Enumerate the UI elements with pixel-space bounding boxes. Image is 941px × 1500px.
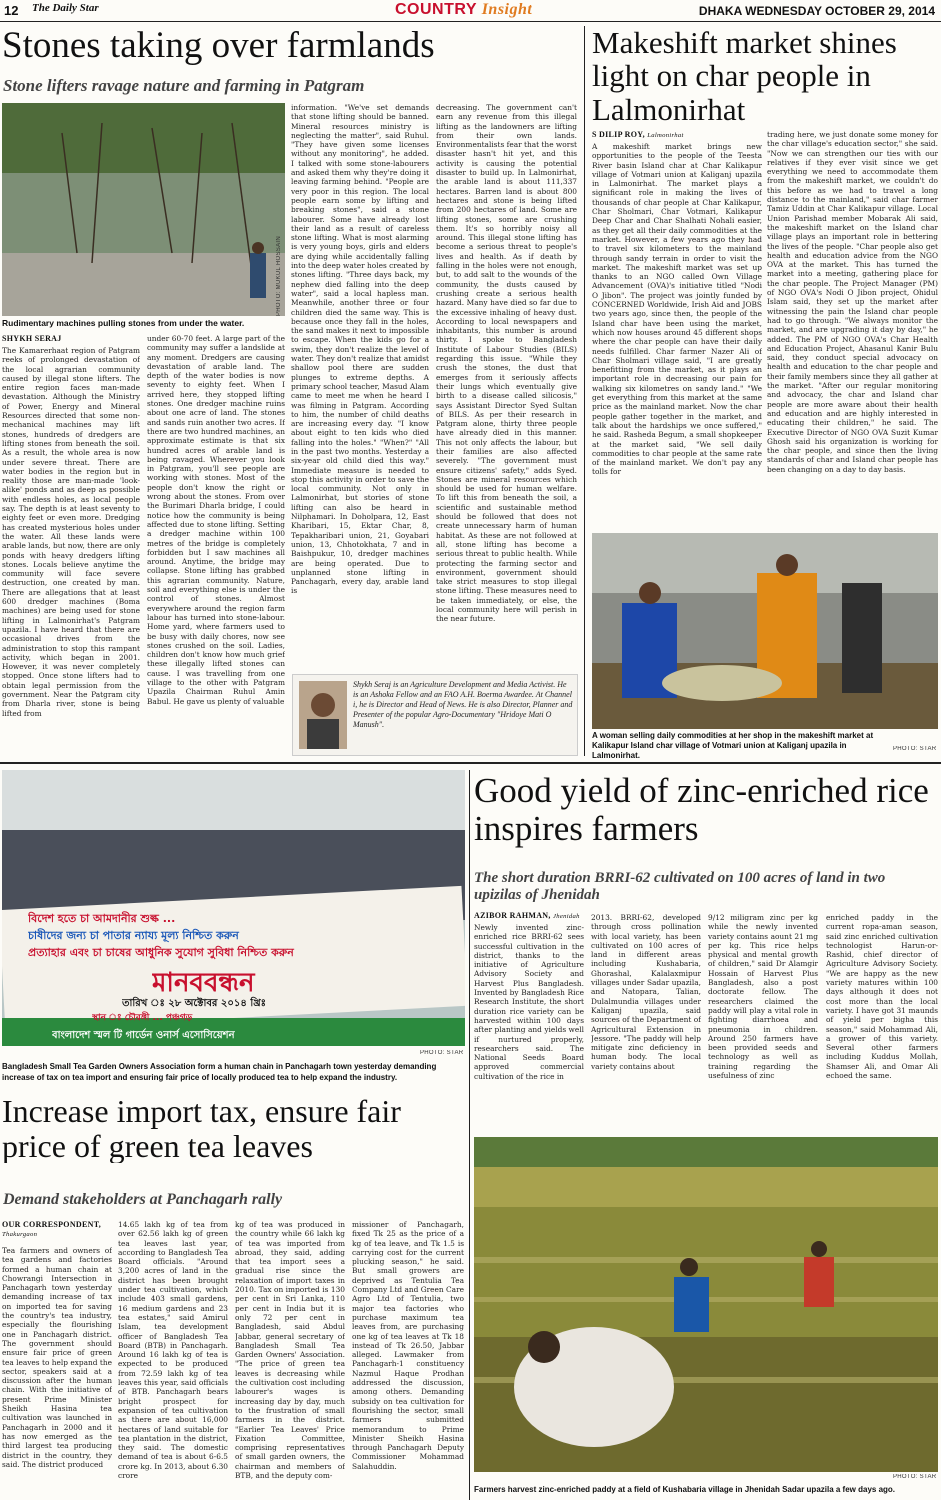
headline-market: Makeshift market shines light on char people in Lalmonirhat	[592, 26, 897, 127]
masthead: The Daily Star	[32, 2, 99, 14]
section-rule	[0, 762, 941, 764]
caption-rice: Farmers harvest zinc-enriched paddy at a field of Kushabaria village in Jhenidah Sadar upazila a few days ago.	[474, 1485, 896, 1494]
banner-org: বাংলাদেশ স্মল টি গার্ডেন ওনার্স এসোসিয়েশন	[52, 1030, 235, 1041]
author-bio-box	[292, 674, 578, 756]
article-rice-col4: enriched paddy in the current ropa-aman season, said zinc enriched cultivation technologist Harun-or-Rashid, chief director of Agriculture Advisory Society. "We are happy as the new variety matures within 100 days although it does not cost more than the local variety. I have got 31 maunds of yield per bigha this season," said Mohammad Ali, a grower of this variety. Several other farmers including Kuddus Mollah, Shamser Ali, and Omar Ali echoed the same.	[826, 913, 938, 1081]
section-subtitle: Insight	[481, 1, 533, 18]
photo-credit-rice: PHOTO: STAR	[893, 1474, 937, 1480]
article-tea-col4: missioner of Panchagarh, fixed Tk 25 as the price of a kg of tea leave, and Tk 1.5 is carrying cost for the current plucking season," he said. But small growers are deprived as Tentulia Tea Company Ltd and Green Care Agro Ltd of Tentulia, two major tea factories who purchase maximum tea leaves from, are purchasing one kg of tea leaves at Tk 18 instead of Tk 26.50, Jabbar alleged. Lawmaker from Panchagarh-1 constituency Nazmul Haque Prodhan addressed the discussion, among others. Demanding subsidy on tea cultivation for flourishing the sector, small farmers submitted memorandum to Prime Minister Sheikh Hasina through Panchagarh Deputy Commissioner Mohammad Salahuddin.	[352, 1220, 464, 1471]
article-stones-col1: The Kamarerhaat region of Patgram reeks of prolonged devastation of the local agrarian community caused by illegal stone lifters. The entire region faces man-made devastation. Although the Ministry of Power, Energy and Mineral Resources directed that some non-mechanical machines may lift stones, hundreds of dredgers are lifting stones from beneath the soil. As a result, the whole area is now under severe threat. There are water bodies in the region but in reality those are man-made 'look-alike' ponds and as deep as possible with endless holes, as local people say. The depth is at least seventy to eighty feet or even more. Dredging has created mysterious holes under the water. All these lands were arable lands, but now, there are only ponds with heavy dredgers lifting stones. Locals believe anytime the community will face severe destruction, one created by man. There are allegations that at least 600 dredger machines (Boma machines) are being used for stone lifting in Lalmonirhat's Patgram upazila. I have heard that there are occasional drives from the administration to stop this rampant activity, which began in 2001. However, it was never completely stopped. Once stone lifters had to obtain legal permission from the government. Near the Patgram city from Dharla river, stone is being lifted from	[2, 346, 140, 718]
issue-date: DHAKA WEDNESDAY OCTOBER 29, 2014	[698, 4, 935, 18]
deck-tea: Demand stakeholders at Panchagarh rally	[3, 1191, 283, 1208]
article-tea-col2: 14.65 lakh kg of tea from over 62.56 lakh kg of green tea leaves last year, according to Bangladesh Tea Board officials. "Around 3,200 acres of land in the district has been brought under tea cultivation, which include 403 small gardens, 16 medium gardens and 23 tea estates," said Amirul Islam, tea development officer of Bangladesh Tea Board (BTB) in Panchagarh. Around 16 lakh kg of tea is expected to be produced from 72.59 lakh kg of tea leaves this year, said officials of BTB. Panchagarh bears bright prospect for expansion of tea cultivation as there are about 16,000 hectares of land suitable for tea plantation in the district, they said. The domestic demand of tea is about 6-6.5 crore kg. In 2013, about 6.30 crore	[118, 1220, 228, 1481]
article-rice-col3: 9/12 miligram zinc per kg while the newly invented variety contains aount 21 mg per kg. This rice helps physical and mental growth of children," said Dr Alamgir Hossain of Harvest Plus Bangladesh, also a post doctorate fellow. The researchers claimed the paddy will play a vital role in fighting diarrhoea and pneumonia in children. Around 250 farmers have been provided seeds and technology as well as training regarding the usefulness of zinc	[708, 913, 818, 1081]
caption-tea: Bangladesh Small Tea Garden Owners Association form a human chain in Panchagarh town yesterday demanding increase of tax on tea import and ensuring fair price of locally produced tea to help expand the industry.	[2, 1062, 437, 1082]
photo-rice-harvest	[474, 1137, 938, 1472]
headline-tea: Increase import tax, ensure fair price of green tea leaves	[2, 1094, 401, 1164]
article-stones-col2: under 60-70 feet. A large part of the community may suffer a landslide at any moment. Dredgers are causing devastation of arable land. The depth of the water bodies is now seventy to eighty feet. When I arrived here, they stopped lifting stones. One dredger machine ruins about one acre of land. The stones and sands ruin another two acres. If there are two hundred machines, an approximate estimate is that six hundred acres of arable land is being ravaged. Wherever you look in Patgram, you'll see people are working with stones. Most of the people don't know the right or wrong about the stones. From over the Burimari Dharla bridge, I could notice how the community is being affected due to stone lifting. Setting a dredger machine within 100 metres of the bridge is completely forbidden but I saw machines all around. Anytime, the bridge may collapse. Stone lifting has grabbed this agrarian community. Nature, soil and everything else is under the control of stones. Almost everywhere around the region farm labour has turned into stone-labour. Home yard, where farmers used to be busy with daily chores, now see stones crushed on the soil. Ladies, children don't know how much grief these illegally lifted stones can cause. I was travelling from one village to the other with Patgram Upazila Chairman Ruhul Amin Babul. He gave us plenty of valuable	[147, 334, 285, 706]
photo-credit-stones: PHOTO: MUKUL HOSSAIN	[276, 235, 282, 316]
banner-date: তারিখ ঃ ২৮ অক্টোবর ২০১৪ খ্রিঃ	[122, 998, 267, 1009]
photo-stone-lifting	[2, 103, 285, 316]
caption-stones: Rudimentary machines pulling stones from under the water.	[2, 318, 245, 328]
photo-credit-market: PHOTO: STAR	[893, 746, 937, 752]
photo-credit-tea: PHOTO: STAR	[420, 1050, 464, 1056]
page-header	[0, 0, 941, 22]
column-rule	[584, 26, 585, 756]
article-stones-col4: decreasing. The government can't earn any revenue from this illegal lifting as the landowners are lifting from their own lands. Environmentalists fear that the worst disaster hasn't hit yet, and this activity is causing the potential disaster to build up. In Lalmonirhat, the arable land is about 111,337 hectares. Barren land is about 800 hectares and stone is being lifted from 200 hectares of land. Some are lifting stones, some are crushing them. It's so horribly noisy all around. This illegal stone lifting has become a serious threat to people's lives and health. As if death by falling in the holes were not enough, but, to add salt to the wounds of the community, the dusts caused by crushing create a serious health hazard. Many have died so far due to the excessive inhaling of heavy dust. According to local newspapers and inhabitants, this number is around thirty. I spoke to Bangladesh Institute of Labour Studies (BILS) regarding this issue. "While they crush the stones, the dust that emerges from it seriously affects their lungs which eventually give birth to a disease called silicosis," says Assistant Director Syed Sultan of BILS. As per their research in Patgram alone, thirty three people have already died in this manner. This not only affects the labour, but their families are also affected severely. "The government must ensure citizens' safety," adds Syed. Stones are mineral resources which should be used for human welfare. To lift this from beneath the soil, a scientific and sustainable method should be followed that does not create unnecessary harm of human habitat. As these are not followed at all, stone lifting has become a serious threat to public health. While protecting the farming sector and environment, government should take strict measures to stop illegal stone lifting. These measures need to be taken immediately, or else, the local community here will perish in the near future.	[436, 103, 577, 624]
headline-stones: Stones taking over farmlands	[2, 26, 435, 66]
article-stones-col3: information. "We've set demands that stone lifting should be banned. Mineral resources ministry is neglecting the matter", said Ruhul. "They have given some licenses without any monitoring", he added. I talked with some stone-labourers and asked them why they're doing it leaving farming behind. "People are very poor in this region. The local people earn some by lifting and breaking stones", said a stone labourer. Some have already lost their land as a result of careless stone lifting. What is most alarming is very young boys, girls and elders are dying while accidentally falling into the deep water holes created by stones lifting. "Three days back, my nephew died falling into the deep water", said a local hapless man. Meanwhile, another three or four children died the same way. This is because once they fall in the holes, the sand makes it next to impossible to escape. When the kids go for a swim, they don't realize the level of water. They don't realize that amidst shallow pool there are sudden plunges to extreme depths. A primary school teacher, Masud Alam came to meet me when he heard I was filming in Patgram. According to him, the number of child deaths are increasing every day. "I know about eight to ten kids who died falling into the holes." "When?" "All in the past two months. Yesterday a six-year old child died this way." Immediate measure is needed to stop this activity in order to save the local community. Not only in Lalmonirhat, but stories of stone lifting can also be heard in Nilphamari. In Doholpara, 12, East Kharibari, 15, Ektar Char, 8, Tepakharibari union, 21, Goyabari union, 13, Chhotokhata, 7 and in Baishpukur, 10, dredger machines are being operated. Due to unplanned stone lifting in Panchagarh, every day, arable land is	[291, 103, 429, 596]
article-tea-col1: Tea farmers and owners of tea gardens and factories formed a human chain at Chowrangi Intersection in Panchagarh town yesterday demanding increase of tax on imported tea for saving the country's tea industry, especially the flourishing one in Panchagarh district. The government should ensure fair price of green tea leaves to help expand the sector, speakers said at a discussion after the human chain. With the initiative of present Prime Minister Sheikh Hasina tea cultivation was launched in Panchagarh in 2000 and it has now emerged as the third largest tea producing district in the country, they said. The district produced	[2, 1246, 112, 1469]
deck-rice: The short duration BRRI-62 cultivated on 100 acres of land in two upizilas of Jhenidah	[474, 870, 886, 903]
byline-rice: AZIBOR RAHMAN, Jhenidah	[474, 911, 580, 920]
banner-line-1: বিদেশ হতে চা আমদানীর শুল্ক ...	[28, 912, 176, 925]
section-title: COUNTRY Insight	[395, 1, 533, 18]
byline-market: S DILIP ROY, Lalmonirhat	[592, 130, 684, 139]
banner-line-3: প্রত্যাহার এবং চা চাষের আধুনিক সুযোগ সুবিধা নিশ্চিত করুন	[28, 946, 294, 959]
photo-makeshift-market	[592, 533, 938, 729]
article-market-col1: A makeshift market brings new opportunities to the people of the Teesta River basin Island char at Char Kalikapur village of Votmari union at Kaliganj upazila in Lalmonirhat. The market plays a significant role in making the lives of thousands of char people at Char Kalikapur, Char Sholmari, Char Votmari, Kalikapur Deep Char and Char Shalhati Nohali easier, as they get all their daily commodities at the market. However, a few years ago they had to travel six kilometers to the mainland through sandy terrain in order to visit the market. The makeshift market was set up thanks to an NGO called Own Village Advancement (OVA)'s initiative titled "Nodi O Jibon". The project was jointly funded by CONCERNED Worldwide, Irish Aid and JOBS two years ago, since then, the people of the Island char have been using the market, which now houses around 45 different shops where the char people can have their daily needs fulfilled. Char farmer Nazer Ali of Char Sholmari village said, "I are greatly benefitting from the market, as it plays an important role in decreasing our pain for walking six kilometres on sandy land." "We get everything from this market at the same price as the mainland market. Now the char people gather together in the market, and talk about the hardships we once suffered," he said. Rasheda Begum, a small shopkeeper at the market said, "We sell daily commodities to char people at the same rate of the mainland market. We don't pay any tolls for	[592, 142, 762, 477]
headline-rice: Good yield of zinc-enriched rice inspires farmers	[474, 772, 929, 848]
page-number: 12	[4, 3, 19, 18]
byline-stones: SHYKH SERAJ	[2, 334, 62, 343]
photo-human-chain	[2, 770, 465, 1046]
author-portrait	[299, 681, 347, 749]
byline-tea: OUR CORRESPONDENT, Thakurgaon	[2, 1220, 102, 1238]
author-bio: Shykh Seraj is an Agriculture Development and Media Activist. He is an Ashoka Fellow and an FAO A.H. Boerma Awardee. At Channel i, he is Director and Head of News. He is also Director, Planner and Presenter of the popular Agro-Documentary "Hridoye Mati O Manush".	[353, 680, 573, 729]
banner-line-2: চাষীদের জন্য চা পাতার ন্যায্য মূল্য নিশ্চিত করুন	[28, 929, 239, 942]
banner-place: স্থান ঃ চৌরঙ্গী ... পঞ্চগড়	[92, 1013, 193, 1023]
article-market-col2: trading here, we just donate some money for the char village's education sector," she said. "Now we can strengthen our ties with our relatives if they ever visit since we get everything we need to accommodate them from the makeshift market, we couldn't do this before as we had to travel a long distance to the mainland," said char farmer Tamiz Uddin at Char Kalikapur village. Local Union Parishad member Mobarak Ali said, the makeshift market on the Island char village plays an important role in bettering the lives of the people. "Char people also get health and education advice from the NGO OVA at the market. This has turned the market into a meeting, gathering place for the char people. The Project Manager (PM) of NGO OVA's Nodi O Jibon project, Ohidul Islam said, they set up the market after witnessing the pain the Island char people had to go through. "We always monitor the market, and are upgrading it day by day," he added. The PM of NGO OVA's Char Health and Education Project, Ahasanul Kanir Bulu said, they conduct special advocacy on health and education to the char people and their family members since they all gather at the market. "After our regular monitoring and advocacy, the char and Island char people are more aware about their health and education and are highly interested in educating their children," he said. The Executive Director of NGO OVA Suzit Kumar Ghosh said his organization is working for the char people, and since then the living standards of char and Island char people has been changing on a day to day basis.	[767, 130, 938, 474]
article-rice-col1: Newly invented zinc-enriched rice BRRI-62 sees successful cultivation in the district, thanks to the initiative of Agriculture Advisory Society and Harvest Plus Bangladesh. Invented by Bangladesh Rice Research Institute, the short duration rice variety can be harvested within 100 days after planting and yields well if nurtured properly, researchers said. The National Seeds Board approved commercial cultivation of the rice in	[474, 923, 584, 1081]
banner-main: মানববন্ধন	[152, 968, 255, 998]
caption-market: A woman selling daily commodities at her shop in the makeshift market at Kalikapur Island char village of Votmari union at Kaliganj upazila in Lalmonirhat.	[592, 731, 874, 760]
article-rice-col2: 2013. BRRI-62, developed through cross pollination with local variety, has been cultivated on 100 acres of land in different areas including Kushabaria, Ghorashal, Kalalaxmipur villages under Sadar upazila, and Natopara, Talian, Dulalmundia villages under Kaliganj upazila, said sources of the Department of Agricultural Extension in Jessore. "The paddy will help mitigate zinc deficiency in human body. The local variety contains about	[591, 913, 701, 1071]
column-rule-lower	[469, 770, 470, 1500]
article-tea-col3: kg of tea was produced in the country while 66 lakh kg of tea was imported from abroad, they said, adding that tea import sees a gradual rise since the relaxation of import taxes in 2010. Tax on imported is 130 per cent in Sri Lanka, 110 per cent in India but it is only 72 per cent in Bangladesh, said Abdul Jabbar, general secretary of Bangladesh Small Tea Garden Owners' Association. "The price of green tea leaves is decreasing while the cultivation cost including labourer's wages is increasing day by day, much to the frustration of small farmers in the district. "Earlier Tea Leaves' Price Fixation Committee, comprising representatives of small garden owners, the chairman and members of BTB, and the deputy com-	[235, 1220, 345, 1481]
deck-stones: Stone lifters ravage nature and farming in Patgram	[3, 76, 365, 95]
